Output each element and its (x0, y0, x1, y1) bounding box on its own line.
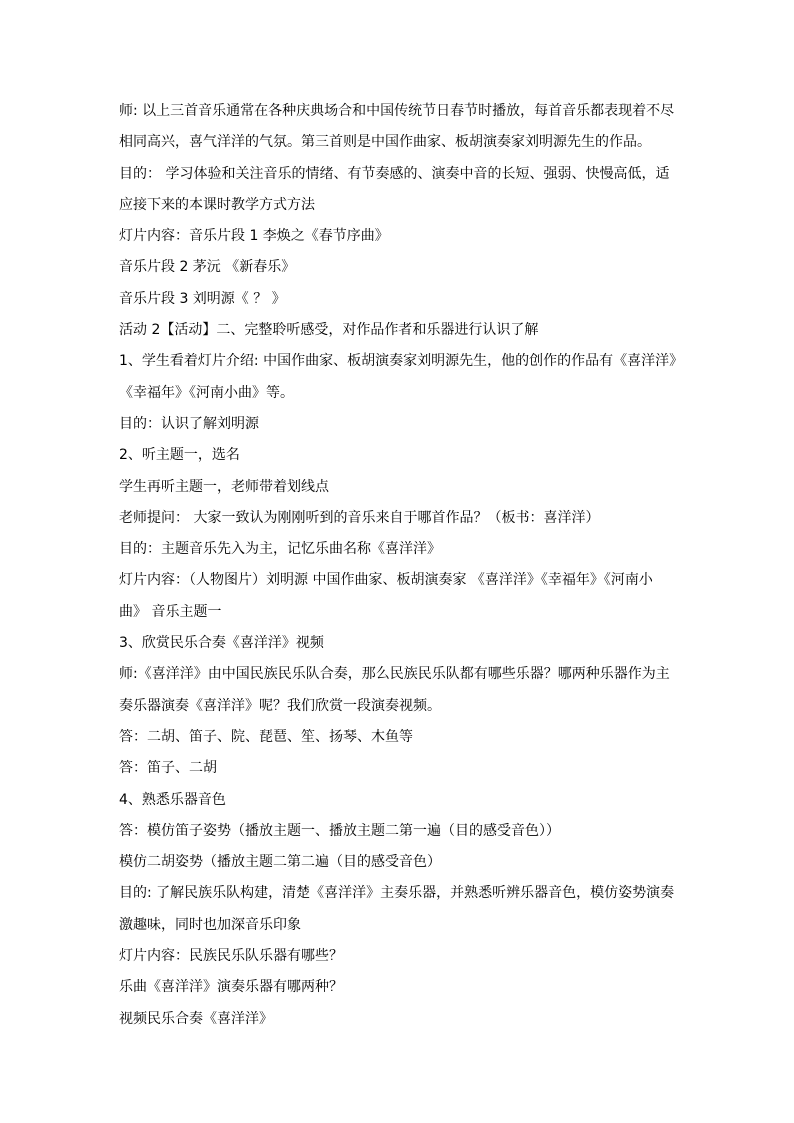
text-line: 目的： 学习体验和关注音乐的情绪、有节奏感的、演奏中音的长短、强弱、快慢高低，适 (119, 165, 670, 182)
text-line: 灯片内容：（人物图片）刘明源 中国作曲家、板胡演奏家 《喜洋洋》《幸福年》《河南小 (119, 572, 653, 589)
text-line: 目的：认识了解刘明源 (119, 415, 259, 432)
text-line: 3、欣赏民乐合奏《喜洋洋》视频 (119, 635, 324, 652)
text-line: 学生再听主题一，老师带着划线点 (119, 478, 329, 495)
text-line: 2、听主题一，选名 (119, 447, 240, 464)
text-line: 答：模仿笛子姿势（播放主题一、播放主题二第一遍（目的感受音色）） (119, 822, 560, 839)
text-line: 灯片内容：音乐片段 1 李焕之《春节序曲》 (119, 228, 389, 245)
text-line: 应接下来的本课时教学方式方法 (119, 196, 315, 213)
text-line: 1、学生看着灯片介绍: 中国作曲家、板胡演奏家刘明源先生，他的创作的作品有《喜洋洋》 (119, 353, 684, 370)
text-line: 师: 以上三首音乐通常在各种庆典场合和中国传统节日春节时播放，每首音乐都表现着不尽 (119, 103, 675, 119)
text-line: 活动 2【活动】二、完整聆听感受，对作品作者和乐器进行认识了解 (119, 322, 539, 339)
text-line: 音乐片段 2 茅沅 《新春乐》 (119, 259, 296, 276)
text-line: 目的: 了解民族乐队构建，清楚《喜洋洋》主奏乐器，并熟悉听辨乐器音色，模仿姿势演奏 (119, 885, 675, 902)
text-line: 曲》 音乐主题一 (119, 603, 222, 620)
document-body (119, 96, 684, 1035)
text-line: 视频民乐合奏《喜洋洋》 (119, 1010, 273, 1027)
text-line: 目的：主题音乐先入为主，记忆乐曲名称《喜洋洋》 (119, 541, 441, 558)
text-line: 激趣味，同时也加深音乐印象 (119, 916, 301, 933)
text-line: 老师提问： 大家一致认为刚刚听到的音乐来自于哪首作品？（板书：喜洋洋） (119, 509, 600, 526)
text-line: 《幸福年》《河南小曲》等。 (119, 384, 294, 401)
text-line: 奏乐器演奏《喜洋洋》呢？我们欣赏一段演奏视频。 (119, 697, 441, 714)
text-line: 师:《喜洋洋》由中国民族民乐队合奏，那么民族民乐队都有哪些乐器？哪两种乐器作为主 (119, 666, 670, 683)
text-line: 音乐片段 3 刘明源《 ？ 》 (119, 290, 286, 307)
text-line: 相同高兴，喜气洋洋的气氛。第三首则是中国作曲家、板胡演奏家刘明源先生的作品。 (119, 134, 651, 151)
text-line: 灯片内容：民族民乐队乐器有哪些？ (119, 948, 343, 965)
text-line: 乐曲《喜洋洋》演奏乐器有哪两种？ (119, 979, 343, 996)
text-line: 答：笛子、二胡 (119, 760, 217, 777)
text-line: 答：二胡、笛子、院、琵琶、笙、扬琴、木鱼等 (119, 728, 413, 745)
text-line: 4、熟悉乐器音色 (119, 791, 226, 808)
text-line: 模仿二胡姿势（播放主题二第二遍（目的感受音色） (119, 854, 441, 871)
